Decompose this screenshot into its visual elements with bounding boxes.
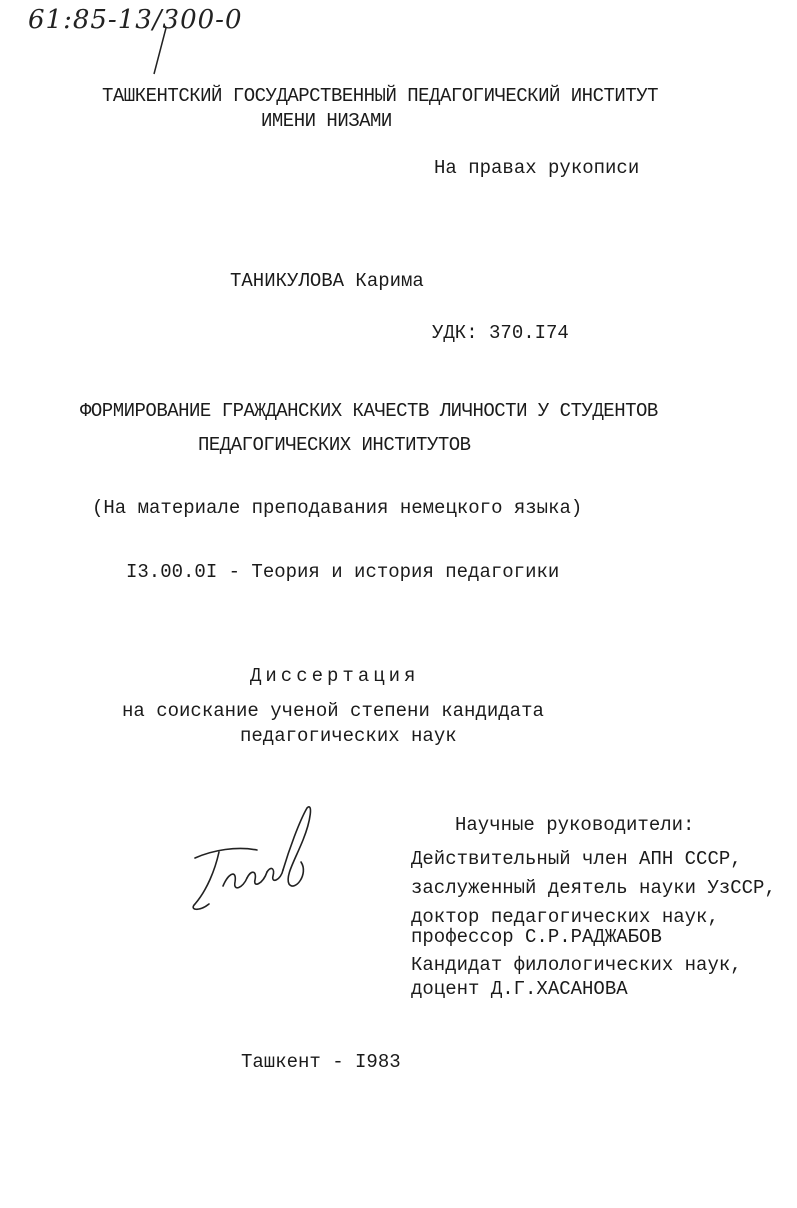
degree-line: на соискание ученой степени кандидата <box>122 700 544 722</box>
supervisor-line: доктор педагогических наук, <box>411 906 719 928</box>
dissertation-title-line2: ПЕДАГОГИЧЕСКИХ ИНСТИТУТОВ <box>198 434 471 456</box>
archive-number: 61:85-13/300-0 <box>28 5 243 35</box>
author-name: ТАНИКУЛОВА Карима <box>230 270 424 292</box>
supervisors-heading: Научные руководители: <box>455 814 695 836</box>
institution-name-line2: ИМЕНИ НИЗАМИ <box>261 110 392 132</box>
supervisor-line: заслуженный деятель науки УзССР, <box>411 877 776 899</box>
manuscript-rights: На правах рукописи <box>434 157 640 179</box>
supervisor-line: Кандидат филологических наук, <box>411 954 742 976</box>
dissertation-title: ФОРМИРОВАНИЕ ГРАЖДАНСКИХ КАЧЕСТВ ЛИЧНОСТИ У СТУДЕНТОВ <box>80 400 658 422</box>
udc-code: УДК: 370.I74 <box>432 322 569 344</box>
supervisor-line: Действительный член АПН СССР, <box>411 848 742 870</box>
dissertation-heading: Диссертация <box>250 665 420 687</box>
place-year: Ташкент - I983 <box>241 1051 401 1073</box>
degree-field: педагогических наук <box>240 725 457 747</box>
archive-slash-mark <box>150 26 170 76</box>
supervisor-line: доцент Д.Г.ХАСАНОВА <box>411 978 628 1000</box>
handwritten-signature <box>185 800 320 920</box>
specialty: I3.00.0I - Теория и история педагогики <box>126 561 560 583</box>
supervisor-line: профессор С.Р.РАДЖАБОВ <box>411 926 662 948</box>
subtitle: (На материале преподавания немецкого языка) <box>92 497 583 519</box>
institution-name: ТАШКЕНТСКИЙ ГОСУДАРСТВЕННЫЙ ПЕДАГОГИЧЕСКИЙ ИНСТИТУТ <box>102 85 658 107</box>
